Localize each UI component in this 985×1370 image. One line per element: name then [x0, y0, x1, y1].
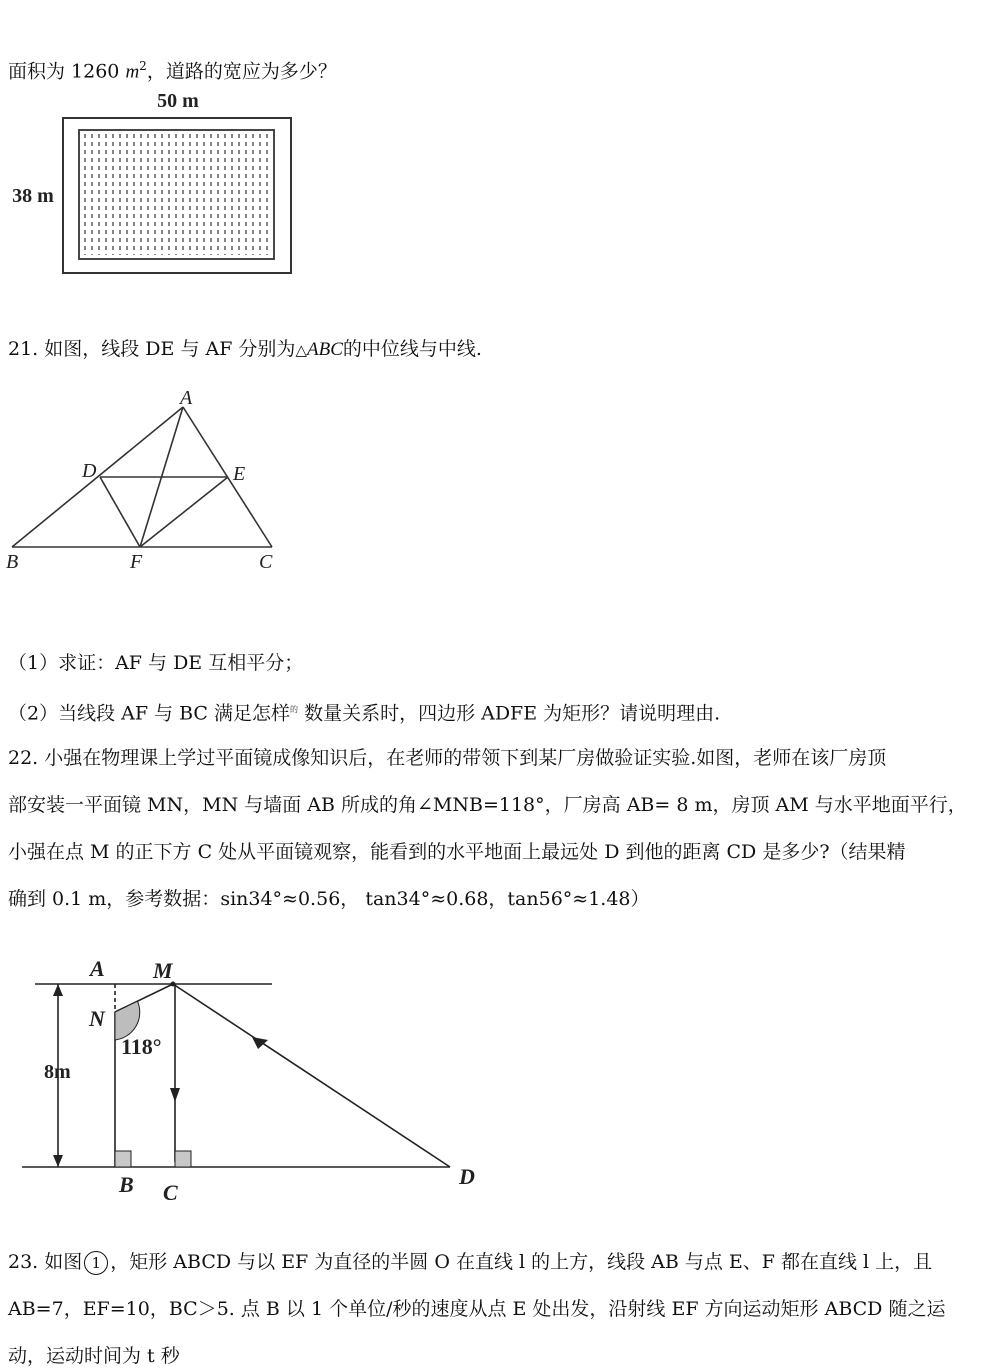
- label-f: F: [130, 551, 143, 573]
- segment-ef: [140, 477, 228, 547]
- circled-number: 1: [84, 1251, 108, 1275]
- height-arrow-bottom: [53, 1155, 63, 1167]
- q21-part2: [8, 696, 720, 727]
- label-a: A: [180, 387, 193, 409]
- q20-unit-exp: 2: [139, 59, 147, 73]
- arrow-head-dm: [252, 1037, 268, 1049]
- hatch-pattern: [85, 134, 267, 255]
- label-n22: N: [89, 1006, 105, 1031]
- q20-prefix: 面积为 1260: [8, 60, 126, 83]
- q23-line1: [8, 1248, 932, 1276]
- figure20-diagram: [0, 85, 320, 285]
- q23-line2: AB=7，EF=10，BC＞5. 点 B 以 1 个单位/秒的速度从点 E 处出发，沿射线 EF 方向运动矩形 ABCD 随之运: [8, 1298, 946, 1320]
- figure20-height-label: 38 m: [12, 185, 54, 207]
- q21-intro-text: 21. 如图，线段 DE 与 AF 分别为: [8, 338, 296, 360]
- q21-part2-a: （2）当线段 AF 与 BC 满足怎样: [8, 702, 291, 725]
- label-d22: D: [459, 1164, 475, 1189]
- label-a22: A: [90, 956, 105, 981]
- label-c: C: [259, 551, 273, 573]
- outer-rect: [63, 118, 291, 273]
- q21-intro: [8, 335, 482, 364]
- label-b: B: [6, 551, 19, 573]
- height-arrow-top: [53, 984, 63, 996]
- q21-part1: （1）求证：AF 与 DE 互相平分；: [8, 652, 304, 674]
- label-c22: C: [163, 1180, 178, 1205]
- label-d: D: [82, 460, 97, 482]
- figure20-width-label: 50 m: [157, 90, 199, 112]
- q20-tail: [8, 52, 337, 86]
- q20-suffix: ，道路的宽应为多少？: [146, 60, 337, 83]
- q23-line3: 动，运动时间为 t 秒: [8, 1345, 180, 1367]
- right-angle-b: [115, 1151, 131, 1167]
- label-m22: M: [153, 958, 173, 983]
- q21-part2-mark: 的: [290, 705, 299, 714]
- right-angle-c: [175, 1151, 191, 1167]
- q22-line2: 部安装一平面镜 MN，MN 与墙面 AB 所成的角∠MNB=118°，厂房高 AB= 8 m，房顶 AM 与水平地面平行，: [8, 794, 967, 816]
- q22-line4: 确到 0.1 m，参考数据：sin34°≈0.56， tan34°≈0.68，tan56°≈1.48）: [8, 888, 650, 910]
- triangle-symbol: △: [295, 341, 307, 359]
- q22-line1: 22. 小强在物理课上学过平面镜成像知识后，在老师的带领下到某厂房做验证实验.如图，老师在该厂房顶: [8, 747, 887, 769]
- angle-label: 118°: [121, 1034, 162, 1059]
- figure21-triangle: [0, 380, 300, 580]
- q23-line1-a: 23. 如图: [8, 1251, 83, 1273]
- label-e: E: [233, 463, 246, 485]
- q21-triangle-name: ABC: [306, 339, 343, 360]
- q20-unit: m: [125, 61, 140, 83]
- ray-md: [173, 984, 450, 1167]
- label-b22: B: [119, 1172, 134, 1197]
- height-label: 8m: [44, 1061, 71, 1083]
- q22-line3: 小强在点 M 的正下方 C 处从平面镜观察，能看到的水平地面上最远处 D 到他的距离 CD 是多少?（结果精: [8, 841, 906, 863]
- figure22-mirror-diagram: [0, 950, 520, 1210]
- q21-part2-b: 数量关系时，四边形 ADFE 为矩形？请说明理由.: [304, 702, 721, 725]
- q21-intro-end: 的中位线与中线.: [342, 338, 482, 360]
- q23-line1-b: ，矩形 ABCD 与以 EF 为直径的半圆 O 在直线 l 的上方，线段 AB 与点 E、F 都在直线 l 上，且: [110, 1251, 933, 1273]
- arrow-head-cd: [170, 1088, 180, 1102]
- segment-df: [100, 477, 140, 547]
